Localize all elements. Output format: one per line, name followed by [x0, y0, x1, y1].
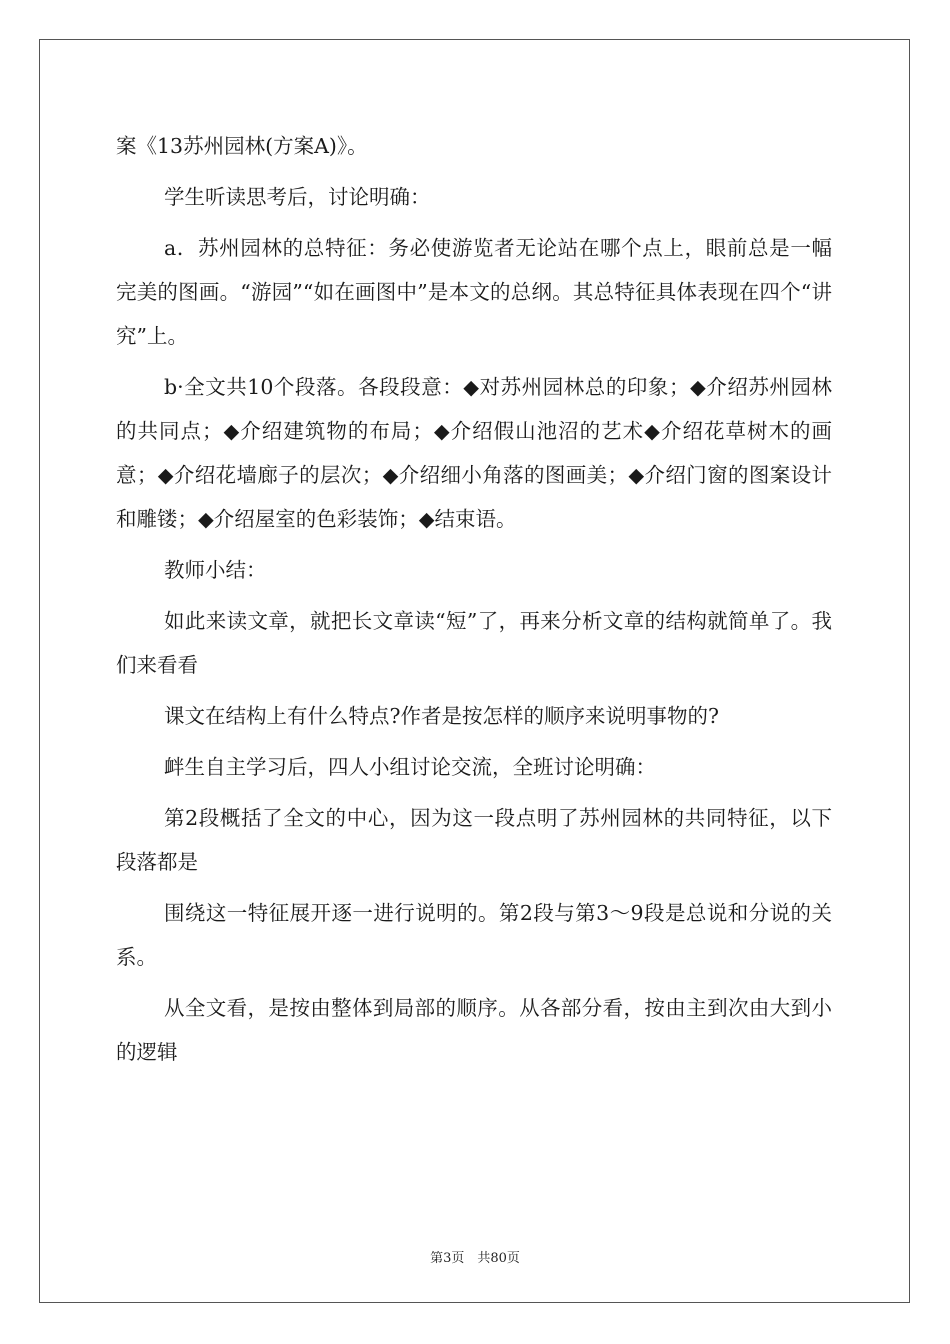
paragraph-11: 从全文看，是按由整体到局部的顺序。从各部分看，按由主到次由大到小的逻辑: [116, 996, 832, 1064]
paragraph-4: b·全文共10个段落。各段段意：◆对苏州园林总的印象；◆介绍苏州园林的共同点；◆介绍建筑物的布局；◆介绍假山池沼的艺术◆介绍花草树木的画意；◆介绍花墙廊子的层次；◆介绍细小角落的图画美；◆介绍门窗的图案设计和雕镂；◆介绍屋室的色彩装饰；◆结束语。: [116, 375, 832, 531]
paragraph-8: 衅生自主学习后，四人小组讨论交流，全班讨论明确：: [164, 755, 656, 779]
document-body: [116, 124, 832, 1081]
page-footer: [0, 1247, 950, 1266]
paragraph-2: 学生听读思考后，讨论明确：: [164, 185, 431, 209]
paragraph-10: 围绕这一特征展开逐一进行说明的。第2段与第3～9段是总说和分说的关系。: [116, 901, 832, 969]
paragraph-9: 第2段概括了全文的中心，因为这一段点明了苏州园林的共同特征，以下段落都是: [116, 806, 832, 874]
paragraph-6: 如此来读文章，就把长文章读“短”了，再来分析文章的结构就简单了。我们来看看: [116, 609, 832, 677]
paragraph-3: a．苏州园林的总特征：务必使游览者无论站在哪个点上，眼前总是一幅完美的图画。“游园”“如在画图中”是本文的总纲。其总特征具体表现在四个“讲究”上。: [116, 236, 832, 348]
page-number: 第3页 共80页: [430, 1251, 520, 1266]
paragraph-5: 教师小结：: [164, 558, 267, 582]
paragraph-7: 课文在结构上有什么特点?作者是按怎样的顺序来说明事物的?: [164, 704, 719, 728]
paragraph-1: 案《13苏州园林(方案A)》。: [116, 134, 368, 158]
